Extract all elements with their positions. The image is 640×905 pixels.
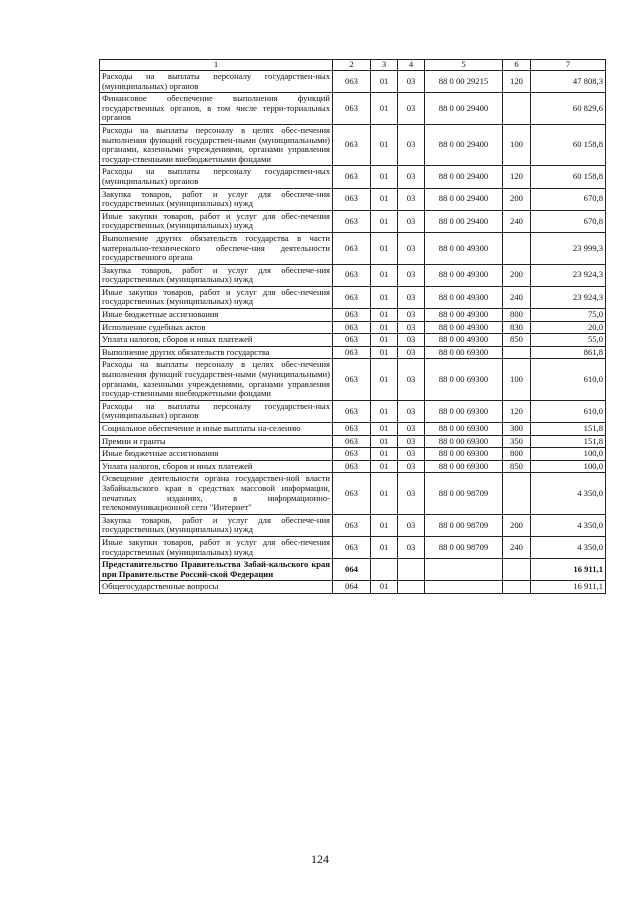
table-header-row	[100, 60, 606, 71]
expense-type-cell: 300	[503, 423, 531, 436]
table-row	[100, 124, 606, 165]
table-row	[100, 232, 606, 264]
table-row	[100, 448, 606, 461]
table-row	[100, 166, 606, 188]
table-row	[100, 71, 606, 93]
expense-type-cell: 120	[503, 400, 531, 422]
section-cell: 01	[371, 359, 398, 400]
admin-code-cell: 063	[333, 210, 371, 232]
amount-cell: 151,8	[531, 435, 606, 448]
subsection-cell: 03	[398, 334, 425, 347]
subsection-cell: 03	[398, 435, 425, 448]
item-name-cell: Расходы на выплаты персоналу государствен-ных (муниципальных) органов	[100, 71, 333, 93]
target-article-cell: 88 0 00 69300	[425, 448, 503, 461]
item-name-cell: Закупка товаров, работ и услуг для обеспече-ния государственных (муниципальных) нужд	[100, 188, 333, 210]
table-row	[100, 93, 606, 125]
target-article-cell: 88 0 00 69300	[425, 346, 503, 359]
amount-cell: 4 350,0	[531, 536, 606, 558]
section-cell: 01	[371, 460, 398, 473]
table-row	[100, 473, 606, 514]
expense-type-cell: 800	[503, 309, 531, 322]
expense-type-cell	[503, 232, 531, 264]
target-article-cell: 88 0 00 29400	[425, 210, 503, 232]
amount-cell: 23 924,3	[531, 264, 606, 286]
expense-type-cell	[503, 473, 531, 514]
subsection-cell: 03	[398, 232, 425, 264]
table-row	[100, 188, 606, 210]
amount-cell: 100,0	[531, 460, 606, 473]
page-number: 124	[311, 852, 329, 866]
item-name-cell: Расходы на выплаты персоналу в целях обес-печения выполнения функций государствен-ными (муниципальными) органами, казенными учреждениями, органами управления государ-ственными внебюджетными фондами	[100, 124, 333, 165]
expense-type-cell: 240	[503, 286, 531, 308]
item-name-cell: Выполнение других обязательств государства в части материально-технического обеспече-ния деятельности государственного органа	[100, 232, 333, 264]
subsection-cell: 03	[398, 423, 425, 436]
amount-cell: 16 911,1	[531, 559, 606, 581]
expense-type-cell: 120	[503, 71, 531, 93]
header-cell: 1	[100, 60, 333, 71]
admin-code-cell: 063	[333, 286, 371, 308]
header-cell: 6	[503, 60, 531, 71]
target-article-cell: 88 0 00 49300	[425, 264, 503, 286]
admin-code-cell: 064	[333, 559, 371, 581]
table-row	[100, 210, 606, 232]
target-article-cell: 88 0 00 98709	[425, 536, 503, 558]
target-article-cell: 88 0 00 29215	[425, 71, 503, 93]
item-name-cell: Закупка товаров, работ и услуг для обеспече-ния государственных (муниципальных) нужд	[100, 264, 333, 286]
table-row	[100, 286, 606, 308]
admin-code-cell: 063	[333, 93, 371, 125]
budget-table	[99, 59, 606, 594]
subsection-cell: 03	[398, 359, 425, 400]
subsection-cell: 03	[398, 124, 425, 165]
target-article-cell: 88 0 00 49300	[425, 334, 503, 347]
item-name-cell: Расходы на выплаты персоналу государствен-ных (муниципальных) органов	[100, 166, 333, 188]
section-cell: 01	[371, 232, 398, 264]
expense-type-cell: 240	[503, 536, 531, 558]
item-name-cell: Выполнение других обязательств государства	[100, 346, 333, 359]
table-row	[100, 400, 606, 422]
expense-type-cell	[503, 581, 531, 594]
admin-code-cell: 063	[333, 188, 371, 210]
subsection-cell: 03	[398, 536, 425, 558]
admin-code-cell: 063	[333, 232, 371, 264]
section-cell: 01	[371, 188, 398, 210]
table-row	[100, 514, 606, 536]
section-cell: 01	[371, 536, 398, 558]
expense-type-cell: 200	[503, 264, 531, 286]
target-article-cell: 88 0 00 69300	[425, 423, 503, 436]
item-name-cell: Социальное обеспечение и иные выплаты на-селению	[100, 423, 333, 436]
section-cell: 01	[371, 264, 398, 286]
section-cell: 01	[371, 166, 398, 188]
section-cell: 01	[371, 346, 398, 359]
amount-cell: 610,0	[531, 400, 606, 422]
subsection-cell: 03	[398, 188, 425, 210]
section-cell: 01	[371, 124, 398, 165]
section-cell: 01	[371, 514, 398, 536]
item-name-cell: Иные закупки товаров, работ и услуг для обес-печения государственных (муниципальных) нужд	[100, 286, 333, 308]
expense-type-cell: 850	[503, 334, 531, 347]
item-name-cell: Исполнение судебных актов	[100, 321, 333, 334]
header-cell: 5	[425, 60, 503, 71]
subsection-cell: 03	[398, 166, 425, 188]
header-cell: 3	[371, 60, 398, 71]
item-name-cell: Иные бюджетные ассигнования	[100, 309, 333, 322]
section-cell: 01	[371, 321, 398, 334]
expense-type-cell: 350	[503, 435, 531, 448]
section-cell: 01	[371, 400, 398, 422]
admin-code-cell: 063	[333, 400, 371, 422]
expense-type-cell: 100	[503, 359, 531, 400]
item-name-cell: Иные бюджетные ассигнования	[100, 448, 333, 461]
target-article-cell	[425, 559, 503, 581]
admin-code-cell: 063	[333, 359, 371, 400]
admin-code-cell: 063	[333, 448, 371, 461]
amount-cell: 16 911,1	[531, 581, 606, 594]
target-article-cell: 88 0 00 49300	[425, 321, 503, 334]
expense-type-cell: 100	[503, 124, 531, 165]
table-row	[100, 423, 606, 436]
subsection-cell: 03	[398, 400, 425, 422]
target-article-cell: 88 0 00 69300	[425, 435, 503, 448]
amount-cell: 670,8	[531, 188, 606, 210]
amount-cell: 861,8	[531, 346, 606, 359]
amount-cell: 670,8	[531, 210, 606, 232]
section-cell	[371, 559, 398, 581]
admin-code-cell: 063	[333, 346, 371, 359]
amount-cell: 75,0	[531, 309, 606, 322]
amount-cell: 4 350,0	[531, 514, 606, 536]
section-cell: 01	[371, 423, 398, 436]
amount-cell: 47 808,3	[531, 71, 606, 93]
header-cell: 2	[333, 60, 371, 71]
table-row	[100, 264, 606, 286]
amount-cell: 60 158,8	[531, 124, 606, 165]
target-article-cell: 88 0 00 29400	[425, 93, 503, 125]
table-row	[100, 359, 606, 400]
item-name-cell: Иные закупки товаров, работ и услуг для обес-печения государственных (муниципальных) нужд	[100, 210, 333, 232]
expense-type-cell: 850	[503, 460, 531, 473]
subsection-cell: 03	[398, 346, 425, 359]
section-cell: 01	[371, 286, 398, 308]
admin-code-cell: 063	[333, 514, 371, 536]
item-name-cell: Общегосударственные вопросы	[100, 581, 333, 594]
expense-type-cell: 200	[503, 188, 531, 210]
item-name-cell: Расходы на выплаты персоналу в целях обес-печения выполнения функций государствен-ными (муниципальными) органами, казенными учреждениями, органами управления государ-ственными внебюджетными фондами	[100, 359, 333, 400]
admin-code-cell: 063	[333, 166, 371, 188]
table-row	[100, 460, 606, 473]
admin-code-cell: 063	[333, 124, 371, 165]
admin-code-cell: 063	[333, 473, 371, 514]
target-article-cell: 88 0 00 29400	[425, 124, 503, 165]
subsection-cell: 03	[398, 448, 425, 461]
admin-code-cell: 063	[333, 334, 371, 347]
subsection-cell	[398, 559, 425, 581]
amount-cell: 151,8	[531, 423, 606, 436]
expense-type-cell	[503, 93, 531, 125]
target-article-cell: 88 0 00 98709	[425, 514, 503, 536]
admin-code-cell: 063	[333, 435, 371, 448]
item-name-cell: Расходы на выплаты персоналу государствен-ных (муниципальных) органов	[100, 400, 333, 422]
section-cell: 01	[371, 71, 398, 93]
admin-code-cell: 063	[333, 264, 371, 286]
section-cell: 01	[371, 210, 398, 232]
subsection-cell: 03	[398, 460, 425, 473]
header-cell: 4	[398, 60, 425, 71]
target-article-cell: 88 0 00 49300	[425, 232, 503, 264]
item-name-cell: Представительство Правительства Забай-кальского края при Правительстве Россий-ской Федерации	[100, 559, 333, 581]
expense-type-cell	[503, 559, 531, 581]
expense-type-cell: 800	[503, 448, 531, 461]
amount-cell: 20,0	[531, 321, 606, 334]
amount-cell: 610,0	[531, 359, 606, 400]
table-row	[100, 435, 606, 448]
table-row	[100, 536, 606, 558]
admin-code-cell: 063	[333, 423, 371, 436]
item-name-cell: Освещение деятельности органа государствен-ной власти Забайкальского края в средствах массовой информации, печатных изданиях, в информационно-телекоммуникационной сети "Интернет"	[100, 473, 333, 514]
target-article-cell: 88 0 00 69300	[425, 400, 503, 422]
subsection-cell: 03	[398, 93, 425, 125]
amount-cell: 55,0	[531, 334, 606, 347]
admin-code-cell: 063	[333, 536, 371, 558]
target-article-cell: 88 0 00 29400	[425, 188, 503, 210]
section-cell: 01	[371, 93, 398, 125]
amount-cell: 100,0	[531, 448, 606, 461]
amount-cell: 60 158,8	[531, 166, 606, 188]
table-row	[100, 581, 606, 594]
section-cell: 01	[371, 435, 398, 448]
section-cell: 01	[371, 334, 398, 347]
table-row	[100, 321, 606, 334]
subsection-cell	[398, 581, 425, 594]
item-name-cell: Финансовое обеспечение выполнения функций государственных органов, в том числе терри-ториальных органов	[100, 93, 333, 125]
header-cell: 7	[531, 60, 606, 71]
item-name-cell: Премии и гранты	[100, 435, 333, 448]
expense-type-cell: 240	[503, 210, 531, 232]
subsection-cell: 03	[398, 286, 425, 308]
item-name-cell: Иные закупки товаров, работ и услуг для обес-печения государственных (муниципальных) нужд	[100, 536, 333, 558]
table-row	[100, 346, 606, 359]
subsection-cell: 03	[398, 210, 425, 232]
subsection-cell: 03	[398, 514, 425, 536]
subsection-cell: 03	[398, 309, 425, 322]
amount-cell: 23 999,3	[531, 232, 606, 264]
item-name-cell: Уплата налогов, сборов и иных платежей	[100, 334, 333, 347]
admin-code-cell: 064	[333, 581, 371, 594]
subsection-cell: 03	[398, 321, 425, 334]
table-row	[100, 334, 606, 347]
target-article-cell: 88 0 00 49300	[425, 286, 503, 308]
subsection-cell: 03	[398, 473, 425, 514]
admin-code-cell: 063	[333, 309, 371, 322]
target-article-cell: 88 0 00 98709	[425, 473, 503, 514]
amount-cell: 23 924,3	[531, 286, 606, 308]
expense-type-cell: 830	[503, 321, 531, 334]
section-cell: 01	[371, 581, 398, 594]
expense-type-cell	[503, 346, 531, 359]
target-article-cell: 88 0 00 69300	[425, 359, 503, 400]
item-name-cell: Закупка товаров, работ и услуг для обеспече-ния государственных (муниципальных) нужд	[100, 514, 333, 536]
target-article-cell: 88 0 00 69300	[425, 460, 503, 473]
admin-code-cell: 063	[333, 71, 371, 93]
item-name-cell: Уплата налогов, сборов и иных платежей	[100, 460, 333, 473]
section-cell: 01	[371, 448, 398, 461]
table-row	[100, 559, 606, 581]
target-article-cell	[425, 581, 503, 594]
expense-type-cell: 120	[503, 166, 531, 188]
subsection-cell: 03	[398, 264, 425, 286]
target-article-cell: 88 0 00 49300	[425, 309, 503, 322]
section-cell: 01	[371, 309, 398, 322]
expense-type-cell: 200	[503, 514, 531, 536]
section-cell: 01	[371, 473, 398, 514]
amount-cell: 4 350,0	[531, 473, 606, 514]
admin-code-cell: 063	[333, 460, 371, 473]
table-row	[100, 309, 606, 322]
admin-code-cell: 063	[333, 321, 371, 334]
amount-cell: 60 829,6	[531, 93, 606, 125]
target-article-cell: 88 0 00 29400	[425, 166, 503, 188]
subsection-cell: 03	[398, 71, 425, 93]
